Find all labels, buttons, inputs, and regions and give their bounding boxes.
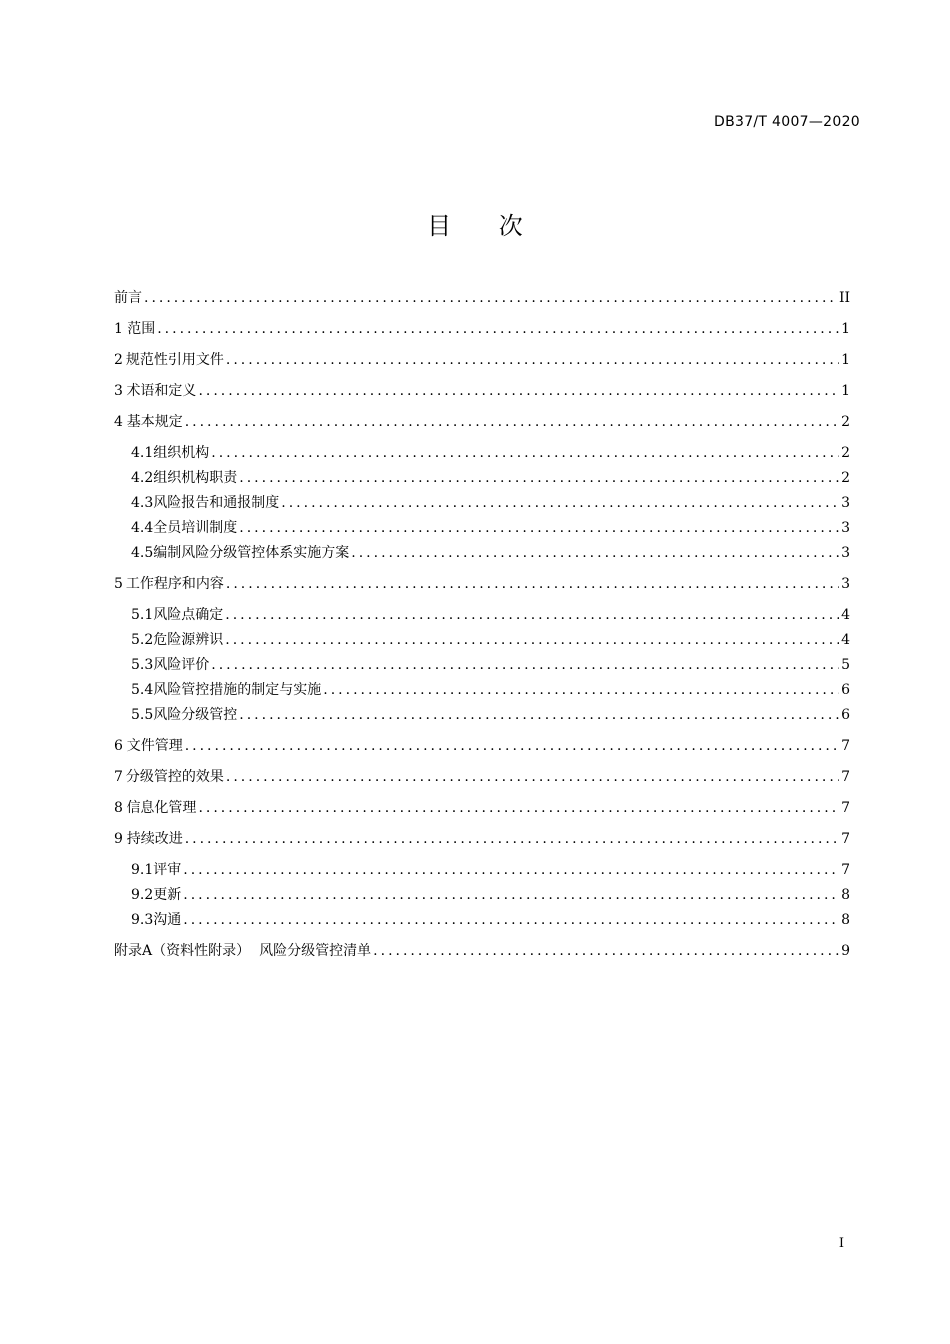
toc-entry-page: II (838, 290, 850, 306)
toc-leader-dots (198, 796, 839, 821)
toc-leader-dots (225, 628, 839, 653)
toc-entry[interactable] (114, 410, 850, 435)
toc-entry-label: 更新 (153, 887, 182, 903)
toc-entry-page: 2 (841, 445, 850, 461)
appendix-prefix: 附录A（资料性附录） (114, 943, 251, 959)
toc-entry[interactable] (114, 765, 850, 790)
toc-entry[interactable] (114, 653, 850, 678)
footer-page-number: I (838, 1236, 844, 1251)
toc-entry-label: 编制风险分级管控体系实施方案 (153, 545, 350, 561)
toc-entry-page: 3 (841, 495, 850, 511)
toc-leader-dots (226, 572, 839, 597)
toc-leader-dots (185, 827, 839, 852)
toc-leader-dots (281, 491, 839, 516)
toc-entry-number: 2 (114, 352, 123, 368)
toc-entry-page: 8 (841, 912, 850, 928)
appendix-label: 风险分级管控清单 (259, 943, 372, 959)
toc-entry-label: 组织机构 (153, 445, 210, 461)
toc-entry-number: 5.3 (131, 657, 154, 673)
toc-entry-page: 6 (841, 707, 850, 723)
toc-entry-number: 4.4 (131, 520, 154, 536)
toc-entry-number: 7 (114, 769, 123, 785)
toc-entry-page: 4 (841, 632, 850, 648)
toc-leader-dots (185, 734, 839, 759)
toc-entry[interactable] (114, 286, 850, 311)
toc-entry-page: 7 (841, 738, 850, 754)
toc-entry[interactable] (114, 541, 850, 566)
toc-leader-dots (211, 653, 839, 678)
toc-entry[interactable] (114, 466, 850, 491)
toc-entry[interactable] (114, 858, 850, 883)
toc-entry[interactable] (114, 796, 850, 821)
toc-entry-number: 5.5 (131, 707, 154, 723)
toc-entry-number: 9 (114, 831, 123, 847)
toc-entry[interactable] (114, 678, 850, 703)
toc-entry[interactable] (114, 491, 850, 516)
toc-entry-label: 术语和定义 (126, 383, 197, 399)
toc-entry[interactable] (114, 628, 850, 653)
toc-entry[interactable] (114, 827, 850, 852)
toc-entry-label: 评审 (153, 862, 182, 878)
toc-entry[interactable] (114, 908, 850, 933)
toc-entry-number: 4 (114, 414, 123, 430)
toc-entry-label: 文件管理 (126, 738, 183, 754)
toc-entry[interactable] (114, 317, 850, 342)
toc-entry-label: 沟通 (153, 912, 182, 928)
toc-entry-label: 风险点确定 (153, 607, 224, 623)
toc-entry-page: 4 (841, 607, 850, 623)
toc-entry-label: 分级管控的效果 (125, 769, 224, 785)
toc-leader-dots (226, 348, 839, 373)
toc-entry-number: 6 (114, 738, 123, 754)
toc-leader-dots (323, 678, 839, 703)
toc-entry-label: 持续改进 (126, 831, 183, 847)
toc-leader-dots (144, 286, 837, 311)
toc-entry-number: 8 (114, 800, 123, 816)
toc-entry[interactable] (114, 883, 850, 908)
toc-entry-appendix[interactable] (114, 939, 850, 964)
toc-entry-page: 7 (841, 800, 850, 816)
table-of-contents (114, 286, 850, 964)
toc-entry-number: 9.3 (131, 912, 154, 928)
toc-entry[interactable] (114, 734, 850, 759)
toc-entry-number: 4.2 (131, 470, 154, 486)
toc-leader-dots (373, 939, 839, 964)
toc-entry-label: 工作程序和内容 (125, 576, 224, 592)
toc-entry-page: 3 (841, 576, 850, 592)
toc-entry[interactable] (114, 572, 850, 597)
toc-leader-dots (183, 858, 839, 883)
toc-leader-dots (239, 703, 839, 728)
document-code: DB37/T 4007—2020 (714, 114, 860, 130)
toc-entry[interactable] (114, 348, 850, 373)
toc-entry-number: 5 (114, 576, 123, 592)
toc-entry-label: 危险源辨识 (153, 632, 224, 648)
toc-entry-number: 5.4 (131, 682, 154, 698)
toc-entry-label: 范围 (127, 321, 156, 337)
toc-entry-page: 2 (841, 414, 850, 430)
toc-entry-label: 全员培训制度 (153, 520, 238, 536)
toc-leader-dots (183, 883, 839, 908)
toc-leader-dots (157, 317, 839, 342)
toc-entry-label: 风险分级管控 (153, 707, 238, 723)
appendix-page: 9 (841, 943, 850, 959)
toc-leader-dots (211, 441, 839, 466)
toc-entry-number: 9.2 (131, 887, 154, 903)
toc-entry-page: 2 (841, 470, 850, 486)
toc-entry-number: 5.2 (131, 632, 154, 648)
toc-entry-page: 3 (841, 545, 850, 561)
toc-entry-number: 3 (114, 383, 123, 399)
toc-entry-label: 基本规定 (126, 414, 183, 430)
toc-entry-label: 组织机构职责 (153, 470, 238, 486)
toc-entry-page: 3 (841, 520, 850, 536)
toc-entry-label: 风险管控措施的制定与实施 (153, 682, 322, 698)
toc-entry-page: 5 (841, 657, 850, 673)
toc-entry-number: 5.1 (131, 607, 154, 623)
toc-entry[interactable] (114, 603, 850, 628)
toc-entry-page: 7 (841, 769, 850, 785)
toc-entry-number: 4.1 (131, 445, 154, 461)
toc-entry-label: 信息化管理 (126, 800, 197, 816)
toc-entry-page: 8 (841, 887, 850, 903)
toc-entry-page: 1 (841, 352, 850, 368)
toc-leader-dots (225, 603, 839, 628)
toc-entry[interactable] (114, 516, 850, 541)
toc-leader-dots (239, 466, 839, 491)
toc-leader-dots (183, 908, 839, 933)
toc-entry[interactable] (114, 441, 850, 466)
toc-entry-page: 6 (841, 682, 850, 698)
toc-title: 目 次 (427, 212, 543, 240)
toc-leader-dots (239, 516, 839, 541)
toc-entry-page: 1 (841, 383, 850, 399)
toc-entry[interactable] (114, 379, 850, 404)
toc-entry-page: 1 (841, 321, 850, 337)
toc-entry-number: 4.5 (131, 545, 154, 561)
toc-leader-dots (185, 410, 839, 435)
toc-entry-label: 前言 (114, 290, 142, 306)
toc-entry-label: 规范性引用文件 (125, 352, 224, 368)
toc-entry-label: 风险报告和通报制度 (153, 495, 280, 511)
toc-entry-page: 7 (841, 862, 850, 878)
toc-entry-number: 9.1 (131, 862, 154, 878)
toc-entry-page: 7 (841, 831, 850, 847)
toc-leader-dots (226, 765, 839, 790)
toc-leader-dots (351, 541, 839, 566)
toc-leader-dots (198, 379, 839, 404)
toc-entry-number: 4.3 (131, 495, 154, 511)
toc-entry-number: 1 (114, 321, 123, 337)
toc-entry-label: 风险评价 (153, 657, 210, 673)
toc-entry[interactable] (114, 703, 850, 728)
